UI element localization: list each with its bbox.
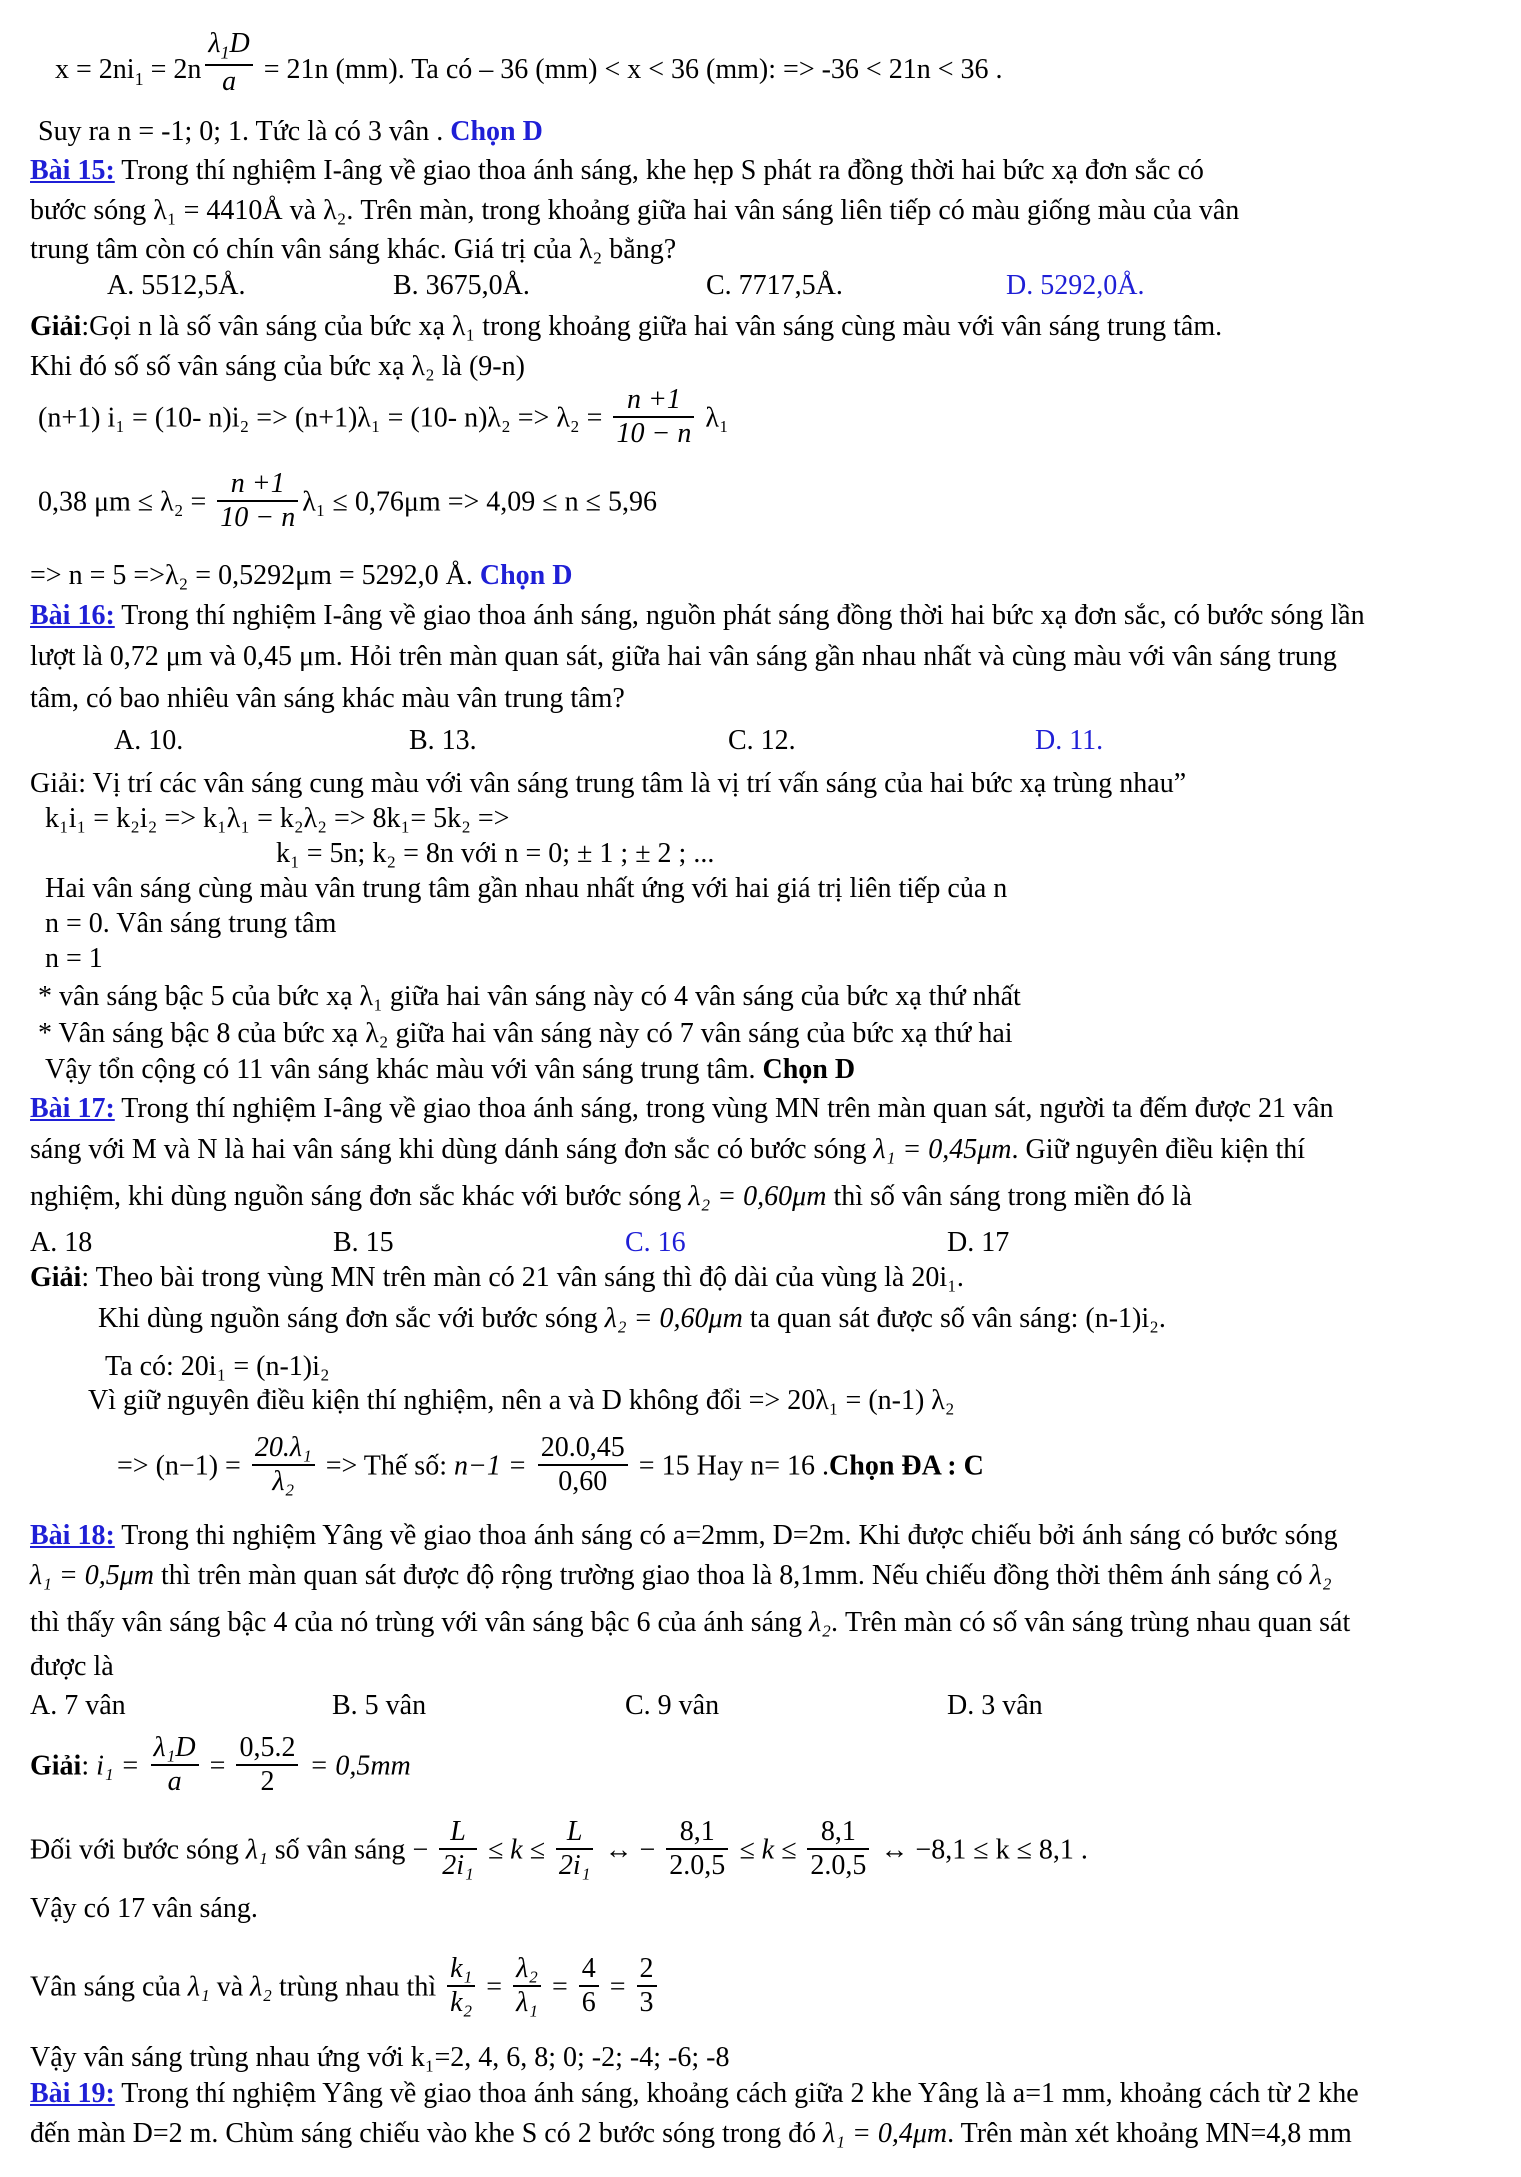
text: 0,60 bbox=[558, 1466, 608, 1497]
text: * vân sáng bậc 5 của bức xạ λ₁ giữa hai vân sáng này có 4 vân sáng của bức xạ thứ nhất bbox=[38, 981, 1021, 1012]
text: 3 bbox=[639, 1987, 654, 2018]
fraction bbox=[447, 1955, 475, 2017]
answer-label: Chọn D bbox=[762, 1054, 856, 1085]
result-line bbox=[30, 562, 572, 590]
text: thì số vân sáng trong miền đó là bbox=[826, 1181, 1192, 1212]
text: 6 bbox=[581, 1987, 596, 2018]
problem-18-line-1 bbox=[30, 1522, 1338, 1550]
fraction bbox=[236, 1734, 298, 1796]
text: Vậy có 17 vân sáng. bbox=[30, 1893, 258, 1924]
text: thì thấy vân sáng bậc 4 của nó trùng với vân sáng bậc 6 của ánh sáng bbox=[30, 1607, 810, 1638]
math: λ₂ bbox=[1309, 1560, 1332, 1591]
choice-c: C. 7717,5Å. bbox=[706, 270, 843, 301]
text: λ₁ ≤ 0,76μm => 4,09 ≤ n ≤ 5,96 bbox=[302, 486, 658, 518]
choice-d: D. 17 bbox=[947, 1227, 1010, 1258]
solution-line bbox=[30, 1264, 964, 1292]
text: 2 bbox=[260, 1766, 275, 1797]
text: Hai vân sáng cùng màu vân trung tâm gần nhau nhất ứng với hai giá trị liên tiếp của n bbox=[45, 873, 1008, 904]
fraction bbox=[538, 1434, 628, 1496]
math: ≤ k ≤ bbox=[480, 1834, 552, 1866]
problem-15-line-1 bbox=[30, 157, 1204, 185]
text: a bbox=[167, 1766, 182, 1797]
problem-18-line-2 bbox=[30, 1562, 1332, 1590]
text: Trong thi nghiệm Yâng về giao thoa ánh sáng có a=2mm, D=2m. Khi được chiếu bởi ánh sáng có bước sóng bbox=[114, 1520, 1338, 1551]
text: Trong thí nghiệm Yâng về giao thoa ánh sáng, khoảng cách giữa 2 khe Yâng là a=1 mm, khoảng cách từ 2 khe bbox=[114, 2078, 1359, 2109]
problem-17-line-3 bbox=[30, 1183, 1192, 1211]
text: = 2n bbox=[143, 54, 202, 86]
problem-16-line-1 bbox=[30, 602, 1365, 630]
problem-16-line-3 bbox=[30, 685, 625, 713]
fraction bbox=[666, 1818, 728, 1880]
text: k₁i₁ = k₂i₂ => k₁λ₁ = k₂λ₂ => 8k₁= 5k₂ => bbox=[45, 803, 510, 834]
math: λ₁ = 0,45μm bbox=[873, 1134, 1012, 1165]
choice-d: D. 11. bbox=[1035, 725, 1104, 756]
text: => n = 5 =>λ₂ = 0,5292μm = 5292,0 Å. bbox=[30, 560, 480, 591]
text: 4 bbox=[579, 1955, 599, 1987]
text: = bbox=[479, 1971, 510, 2003]
math: λ₂ = 0,60μm bbox=[604, 1303, 743, 1334]
text: . Giữ nguyên điều kiện thí bbox=[1011, 1134, 1306, 1165]
text: 2i₁ bbox=[558, 1850, 591, 1881]
problem-19-line-1 bbox=[30, 2080, 1359, 2108]
text: 10 − n bbox=[616, 418, 692, 449]
equation-line bbox=[117, 1432, 984, 1497]
text: k₂ bbox=[450, 1987, 473, 2018]
problem-15-line-2 bbox=[30, 197, 1239, 225]
choice-c: C. 16 bbox=[625, 1227, 686, 1258]
text: λ₁ bbox=[698, 402, 729, 434]
text: n +1 bbox=[217, 470, 298, 502]
text: k₁ bbox=[447, 1955, 475, 1987]
text: nghiệm, khi dùng nguồn sáng đơn sắc khác với bước sóng bbox=[30, 1181, 689, 1212]
text: trùng nhau thì bbox=[272, 1971, 444, 2003]
text: :Gọi n là số vân sáng của bức xạ λ₁ trong khoảng giữa hai vân sáng cùng màu với vân sáng trung tâm. bbox=[81, 311, 1223, 342]
text: Vậy tổn cộng có 11 vân sáng khác màu với vân sáng trung tâm. bbox=[45, 1054, 763, 1085]
text: 20.0,45 bbox=[538, 1434, 628, 1466]
text: ta quan sát được số vân sáng: (n-1)i₂. bbox=[742, 1303, 1166, 1334]
text: L bbox=[556, 1818, 594, 1850]
fraction bbox=[439, 1818, 477, 1880]
text: Khi dùng nguồn sáng đơn sắc với bước sóng bbox=[98, 1303, 605, 1334]
text: λ bbox=[208, 28, 221, 59]
choice-a: A. 18 bbox=[30, 1227, 93, 1258]
text: => Thế số: bbox=[318, 1450, 454, 1482]
fraction bbox=[579, 1955, 599, 2017]
text: lượt là 0,72 μm và 0,45 μm. Hỏi trên màn quan sát, giữa hai vân sáng gần nhau nhất và cùng màu với vân sáng trung bbox=[30, 641, 1337, 672]
text: Ta có: 20i₁ = (n-1)i₂ bbox=[105, 1351, 330, 1382]
text: n +1 bbox=[613, 386, 694, 418]
text: = bbox=[544, 1971, 575, 2003]
fraction bbox=[807, 1818, 869, 1880]
text: . Trên màn xét khoảng MN=4,8 mm bbox=[947, 2118, 1352, 2149]
solution-line bbox=[45, 910, 336, 938]
solution-line bbox=[45, 945, 103, 973]
text: Giải bbox=[30, 1262, 82, 1293]
text: * Vân sáng bậc 8 của bức xạ λ₂ giữa hai vân sáng này có 7 vân sáng của bức xạ thứ hai bbox=[38, 1018, 1013, 1049]
text: Trong thí nghiệm I-âng về giao thoa ánh sáng, khe hẹp S phát ra đồng thời hai bức xạ đơn sắc có bbox=[114, 155, 1204, 186]
problem-15-line-3 bbox=[30, 236, 676, 264]
choice-b: B. 5 vân bbox=[332, 1690, 427, 1721]
text: 20.λ₁ bbox=[252, 1434, 315, 1466]
solution-line bbox=[276, 840, 714, 868]
math: λ₁ bbox=[187, 1971, 210, 2003]
text: 2.0,5 bbox=[810, 1850, 867, 1881]
problem-18-line-3 bbox=[30, 1609, 1350, 1637]
problem-title: Bài 17: bbox=[30, 1093, 115, 1124]
text: 10 − n bbox=[220, 502, 296, 533]
solution-line bbox=[105, 1353, 330, 1381]
solution-line bbox=[88, 1387, 955, 1415]
fraction bbox=[252, 1434, 315, 1496]
text: 2i₁ bbox=[442, 1850, 474, 1881]
math: ≤ k ≤ bbox=[732, 1834, 804, 1866]
fraction bbox=[151, 1734, 199, 1796]
text: : Theo bài trong vùng MN trên màn có 21 vân sáng thì độ dài của vùng là 20i₁. bbox=[81, 1262, 964, 1293]
text: 2 bbox=[637, 1955, 657, 1987]
solution-line bbox=[45, 875, 1007, 903]
equation-line bbox=[30, 1953, 661, 2018]
solution-line bbox=[38, 1020, 1013, 1048]
equation-line bbox=[30, 1732, 411, 1797]
text: Giải: Vị trí các vân sáng cung màu với vân sáng trung tâm là vị trí vấn sáng của hai bức xạ trùng nhau” bbox=[30, 768, 1187, 799]
problem-title: Bài 16: bbox=[30, 600, 115, 631]
text: Giải bbox=[30, 311, 82, 342]
text: Vậy vân sáng trùng nhau ứng với k₁=2, 4, 6, 8; 0; -2; -4; -6; -8 bbox=[30, 2042, 730, 2073]
choice-c: C. 12. bbox=[728, 725, 796, 756]
fraction bbox=[556, 1818, 594, 1880]
text: = 21n (mm). Ta có – 36 (mm) < x < 36 (mm): => -36 < 21n < 36 . bbox=[256, 54, 1003, 86]
choice-b: B. 15 bbox=[333, 1227, 394, 1258]
solution-line bbox=[30, 770, 1186, 798]
text: bước sóng λ₁ = 4410Å và λ₂. Trên màn, trong khoảng giữa hai vân sáng liên tiếp có màu giống màu của vân bbox=[30, 195, 1240, 226]
choice-d: D. 3 vân bbox=[947, 1690, 1043, 1721]
math: λ₂ = 0,60μm bbox=[688, 1181, 827, 1212]
text: λ₂ bbox=[272, 1466, 295, 1497]
text: được là bbox=[30, 1651, 114, 1682]
choice-b: B. 3675,0Å. bbox=[393, 270, 530, 301]
text: k₁ = 5n; k₂ = 8n với n = 0; ± 1 ; ± 2 ; ... bbox=[276, 838, 715, 869]
math: λ₁ bbox=[245, 1834, 268, 1866]
text: trung tâm còn có chín vân sáng khác. Giá trị của λ₂ bằng? bbox=[30, 234, 677, 265]
choice-c: C. 9 vân bbox=[625, 1690, 720, 1721]
problem-title: Bài 18: bbox=[30, 1520, 115, 1551]
answer-label: Chọn ĐA : C bbox=[829, 1450, 984, 1482]
solution-line bbox=[45, 805, 509, 833]
text: Giải bbox=[30, 1750, 82, 1782]
text: n = 0. Vân sáng trung tâm bbox=[45, 908, 337, 939]
text: 8,1 bbox=[807, 1818, 869, 1850]
choice-a: A. 5512,5Å. bbox=[107, 270, 246, 301]
solution-line bbox=[30, 353, 525, 381]
text: 2.0,5 bbox=[669, 1850, 726, 1881]
text: a bbox=[222, 65, 237, 97]
text: 8,1 bbox=[666, 1818, 728, 1850]
text: số vân sáng bbox=[267, 1834, 413, 1866]
text: x = 2ni bbox=[55, 54, 135, 86]
text: 1 bbox=[134, 68, 144, 89]
choice-d: D. 5292,0Å. bbox=[1006, 270, 1145, 301]
text: => (n−1) = bbox=[117, 1450, 248, 1482]
text: : bbox=[81, 1750, 97, 1782]
text: 1 bbox=[220, 42, 230, 63]
problem-16-line-2 bbox=[30, 643, 1337, 671]
fraction bbox=[205, 30, 252, 96]
result-line bbox=[38, 118, 543, 146]
problem-title: Bài 19: bbox=[30, 2078, 115, 2109]
math: n−1 = bbox=[453, 1450, 534, 1482]
text: = bbox=[602, 1971, 633, 2003]
choice-a: A. 7 vân bbox=[30, 1690, 126, 1721]
fraction bbox=[637, 1955, 657, 2017]
solution-line bbox=[38, 983, 1021, 1011]
equation-line bbox=[30, 1816, 1088, 1881]
choice-a: A. 10. bbox=[114, 725, 184, 756]
fraction bbox=[217, 470, 298, 532]
problem-17-line-1 bbox=[30, 1095, 1333, 1123]
text: λ₂ bbox=[513, 1955, 541, 1987]
math: = 0,5mm bbox=[302, 1750, 411, 1782]
solution-line bbox=[98, 1305, 1166, 1333]
math: λ₂ bbox=[250, 1971, 273, 2003]
text: ↔ −8,1 ≤ k ≤ 8,1 . bbox=[873, 1834, 1088, 1866]
problem-17-line-2 bbox=[30, 1136, 1305, 1164]
problem-19-line-2 bbox=[30, 2120, 1352, 2148]
answer-label: Chọn D bbox=[479, 560, 573, 591]
text: Trong thí nghiệm I-âng về giao thoa ánh sáng, nguồn phát sáng đồng thời hai bức xạ đơn sắc, có bước sóng lần bbox=[114, 600, 1365, 631]
text: đến màn D=2 m. Chùm sáng chiếu vào khe S có 2 bước sóng trong đó bbox=[30, 2118, 824, 2149]
text: n = 1 bbox=[45, 943, 103, 974]
text: Trong thí nghiệm I-âng về giao thoa ánh sáng, trong vùng MN trên màn quan sát, người ta đếm được 21 vân bbox=[114, 1093, 1334, 1124]
text: Khi đó số số vân sáng của bức xạ λ₂ là (9-n) bbox=[30, 351, 525, 382]
text: . Trên màn có số vân sáng trùng nhau quan sát bbox=[831, 1607, 1351, 1638]
text: Suy ra n = -1; 0; 1. Tức là có 3 vân . bbox=[38, 116, 451, 147]
text: λ₁ bbox=[516, 1987, 538, 2018]
text: λ₁D bbox=[151, 1734, 199, 1766]
text: tâm, có bao nhiêu vân sáng khác màu vân trung tâm? bbox=[30, 683, 625, 714]
choice-b: B. 13. bbox=[409, 725, 477, 756]
result-line bbox=[45, 1056, 855, 1084]
answer-label: Chọn D bbox=[450, 116, 543, 147]
equation-line bbox=[38, 468, 658, 533]
text: và bbox=[209, 1971, 251, 2003]
text: Vì giữ nguyên điều kiện thí nghiệm, nên a và D không đổi => 20λ₁ = (n-1) λ₂ bbox=[88, 1385, 955, 1416]
text: = bbox=[202, 1750, 233, 1782]
solution-line bbox=[30, 313, 1222, 341]
solution-line bbox=[30, 1895, 258, 1923]
text: 0,38 μm ≤ λ₂ = bbox=[38, 486, 214, 518]
text: (n+1) i₁ = (10- n)i₂ => (n+1)λ₁ = (10- n)λ₂ => λ₂ = bbox=[38, 402, 610, 434]
text: − bbox=[412, 1834, 436, 1866]
text: Vân sáng của bbox=[30, 1971, 188, 2003]
text: sáng với M và N là hai vân sáng khi dùng dánh sáng đơn sắc có bước sóng bbox=[30, 1134, 874, 1165]
text: D bbox=[229, 28, 250, 59]
text: = 15 bbox=[631, 1450, 690, 1482]
problem-18-line-4 bbox=[30, 1653, 114, 1681]
text: thì trên màn quan sát được độ rộng trường giao thoa là 8,1mm. Nếu chiếu đồng thời thêm ánh sáng có bbox=[154, 1560, 1310, 1591]
text: Đối với bước sóng bbox=[30, 1834, 246, 1866]
text: L bbox=[439, 1818, 477, 1850]
math: i₁ = bbox=[96, 1750, 147, 1782]
fraction bbox=[613, 386, 694, 448]
solution-line bbox=[30, 2044, 729, 2072]
math: λ₁ = 0,4μm bbox=[823, 2118, 948, 2149]
fraction bbox=[513, 1955, 541, 2017]
text: 0,5.2 bbox=[236, 1734, 298, 1766]
text: Hay n= 16 . bbox=[689, 1450, 830, 1482]
text: ↔ − bbox=[597, 1834, 663, 1866]
problem-title: Bài 15: bbox=[30, 155, 115, 186]
math: λ₁ = 0,5μm bbox=[30, 1560, 155, 1591]
equation-line bbox=[38, 384, 729, 449]
equation-line bbox=[55, 28, 1003, 97]
math: λ₂ bbox=[809, 1607, 832, 1638]
